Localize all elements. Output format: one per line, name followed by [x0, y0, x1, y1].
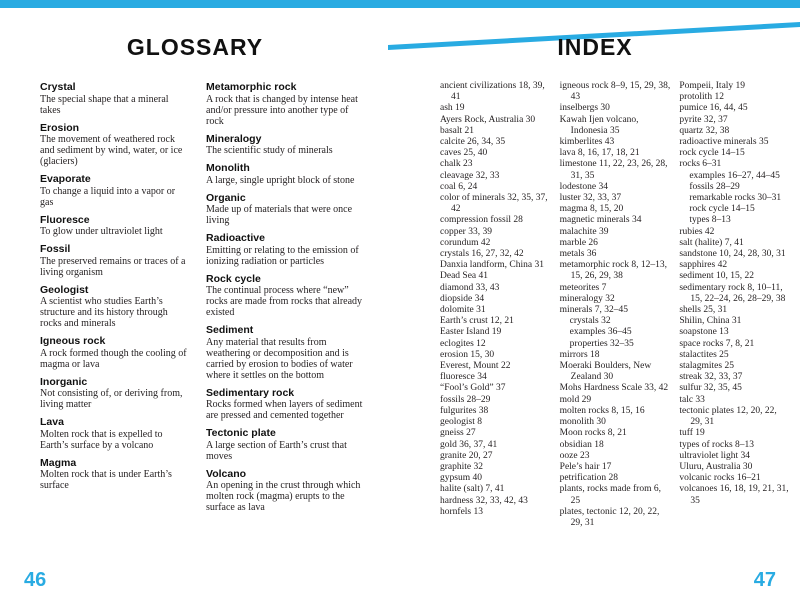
- glossary-term: Mineralogy: [206, 132, 262, 145]
- index-entry: kimberlites 43: [559, 137, 615, 148]
- index-entry: shells 25, 31: [679, 305, 728, 316]
- glossary-entry: [40, 122, 190, 168]
- index-entry: basalt 21: [440, 125, 475, 136]
- index-entry: igneous rock 8–9, 15, 29, 38, 43: [559, 81, 671, 103]
- index-entry: radioactive minerals 35: [679, 137, 769, 148]
- glossary-definition: A large section of Earth’s crust that moves: [206, 439, 347, 462]
- index-entry: corundum 42: [440, 237, 491, 248]
- index-entry: gold 36, 37, 41: [440, 439, 498, 450]
- index-entry: Ayers Rock, Australia 30: [440, 114, 536, 125]
- glossary-entry: [40, 243, 190, 278]
- index-entry: halite (salt) 7, 41: [440, 484, 505, 495]
- index-entry: Pele’s hair 17: [559, 461, 612, 472]
- index-entry: diopside 34: [440, 293, 485, 304]
- index-entry: malachite 39: [559, 226, 609, 237]
- index-entry: calcite 26, 34, 35: [440, 137, 506, 148]
- index-entry: pyrite 32, 37: [679, 114, 728, 125]
- index-entry: limestone 11, 22, 23, 26, 28, 31, 35: [559, 159, 668, 181]
- glossary-term: Monolith: [206, 162, 250, 174]
- index-entry: sandstone 10, 24, 28, 30, 31: [679, 249, 786, 260]
- glossary-entry: [206, 468, 365, 514]
- index-entry: Danxia landform, China 31: [440, 260, 544, 271]
- index-entry: tectonic plates 12, 20, 22, 29, 31: [679, 405, 777, 428]
- index-entry: caves 25, 40: [440, 148, 488, 159]
- index-entry: lodestone 34: [559, 181, 608, 192]
- index-entry: copper 33, 39: [440, 226, 492, 237]
- glossary-page: [0, 0, 390, 609]
- glossary-columns: [40, 81, 365, 519]
- index-entry: rubies 42: [679, 226, 715, 237]
- page-number-left: 46: [24, 569, 47, 591]
- index-entry: stalactites 25: [679, 349, 729, 360]
- glossary-definition: The scientific study of minerals: [206, 145, 333, 156]
- index-title: INDEX: [557, 34, 633, 60]
- glossary-title: GLOSSARY: [126, 34, 264, 60]
- glossary-definition: Emitting or relating to the emission of ionizing radiation or particles: [206, 244, 359, 267]
- glossary-term: Evaporate: [40, 173, 91, 185]
- index-entry: soapstone 13: [679, 327, 729, 338]
- index-entry: fulgurites 38: [440, 405, 489, 416]
- index-entry: plates, tectonic 12, 20, 22, 29, 31: [559, 506, 660, 528]
- index-entry: talc 33: [679, 394, 705, 405]
- index-entry: gypsum 40: [440, 473, 482, 484]
- glossary-definition: To glow under ultraviolet light: [40, 226, 163, 237]
- glossary-entry: [206, 162, 365, 186]
- index-entry: fossils 28–29: [689, 181, 740, 192]
- index-entry: mold 29: [559, 394, 592, 405]
- index-entry: luster 32, 33, 37: [559, 193, 622, 204]
- glossary-term: Igneous rock: [40, 335, 106, 347]
- glossary-entry: [40, 284, 190, 330]
- index-entry: sedimentary rock 8, 10–11, 15, 22–24, 26, 28–29, 38: [679, 282, 786, 304]
- page-number-right: 47: [753, 569, 776, 591]
- glossary-term: Inorganic: [40, 375, 88, 388]
- index-entry: sulfur 32, 35, 45: [679, 383, 742, 394]
- glossary-definition: To change a liquid into a vapor or gas: [40, 185, 176, 208]
- index-entry: ancient civilizations 18, 39, 41: [440, 81, 545, 103]
- index-entry: color of minerals 32, 35, 37, 42: [440, 193, 548, 215]
- glossary-term: Metamorphic rock: [206, 81, 297, 93]
- glossary-entry: [40, 81, 190, 116]
- index-entry: sapphires 42: [679, 260, 728, 271]
- glossary-term: Lava: [40, 416, 64, 428]
- glossary-entry: [206, 427, 365, 462]
- index-entry: volcanoes 16, 18, 19, 21, 31, 35: [679, 484, 789, 506]
- index-entry: dolomite 31: [440, 305, 486, 316]
- glossary-definition: Made up of materials that were once living: [206, 204, 353, 226]
- glossary-definition: A large, single upright block of stone: [206, 174, 355, 186]
- glossary-definition: A rock formed though the cooling of magma or lava: [40, 347, 187, 370]
- index-entry: gneiss 27: [440, 428, 476, 439]
- glossary-entry: [206, 273, 365, 319]
- index-entry: metamorphic rock 8, 12–13, 15, 26, 29, 38: [559, 260, 668, 282]
- glossary-definition: A scientist who studies Earth’s structure and its history through rocks and minerals: [40, 296, 168, 329]
- glossary-term: Erosion: [40, 121, 80, 134]
- index-entry: ash 19: [440, 103, 465, 114]
- glossary-entry: [40, 173, 190, 208]
- glossary-term: Organic: [206, 191, 246, 204]
- index-entry: rock cycle 14–15: [679, 148, 745, 159]
- index-entry: pumice 16, 44, 45: [679, 103, 748, 114]
- index-entry: Shilin, China 31: [679, 316, 742, 327]
- index-entry: types of rocks 8–13: [679, 439, 755, 450]
- glossary-definition: A rock that is changed by intense heat and/or pressure into another type of rock: [206, 93, 358, 127]
- glossary-column: [206, 81, 365, 519]
- index-entry: sediment 10, 15, 22: [679, 271, 755, 282]
- index-entry: quartz 32, 38: [679, 125, 730, 136]
- index-entry: hardness 32, 33, 42, 43: [440, 495, 528, 506]
- index-entry: inselbergs 30: [559, 103, 610, 114]
- index-entry: stalagmites 25: [679, 361, 734, 372]
- index-entry: ooze 23: [559, 450, 590, 461]
- index-entry: magma 8, 15, 20: [559, 204, 624, 215]
- glossary-entry: [40, 335, 190, 370]
- index-entry: petrification 28: [559, 473, 618, 484]
- index-entry: Everest, Mount 22: [440, 361, 511, 372]
- glossary-term: Fossil: [40, 243, 71, 255]
- index-entry: Moeraki Boulders, New Zealand 30: [559, 361, 652, 383]
- index-entry: obsidian 18: [559, 439, 604, 450]
- glossary-definition: Molten rock that is under Earth’s surface: [40, 469, 172, 491]
- glossary-entry: [40, 214, 190, 238]
- index-entry: streak 32, 33, 37: [679, 372, 743, 383]
- index-entry: Pompeii, Italy 19: [679, 81, 746, 91]
- index-entry: Uluru, Australia 30: [679, 461, 753, 472]
- index-entry: properties 32–35: [569, 338, 634, 349]
- glossary-term: Radioactive: [206, 232, 265, 244]
- index-entry: Mohs Hardness Scale 33, 42: [559, 383, 669, 394]
- index-entry: Dead Sea 41: [440, 271, 489, 282]
- glossary-column: [40, 81, 190, 519]
- glossary-term: Sediment: [206, 324, 254, 336]
- index-entry: minerals 7, 32–45: [559, 305, 629, 316]
- index-entry: hornfels 13: [440, 506, 484, 517]
- index-entry: meteorites 7: [559, 282, 607, 293]
- index-entry: tuff 19: [679, 428, 705, 439]
- index-entry: salt (halite) 7, 41: [679, 237, 744, 248]
- index-entry: compression fossil 28: [440, 215, 523, 226]
- index-entry: fossils 28–29: [440, 394, 491, 405]
- glossary-entry: [206, 81, 365, 127]
- index-entry: examples 16–27, 44–45: [689, 170, 780, 181]
- glossary-definition: Molten rock that is expelled to Earth’s surface by a volcano: [40, 428, 163, 451]
- index-entry: ultraviolet light 34: [679, 450, 751, 461]
- glossary-entry: [206, 232, 365, 267]
- glossary-entry: [40, 457, 190, 492]
- index-entry: crystals 16, 27, 32, 42: [440, 249, 524, 260]
- index-entry: mirrors 18: [559, 349, 600, 360]
- index-entry: Earth’s crust 12, 21: [440, 316, 514, 327]
- glossary-definition: An opening in the crust through which molten rock (magma) erupts to the surface as lava: [206, 480, 361, 513]
- glossary-definition: Not consisting of, or deriving from, living matter: [40, 388, 183, 410]
- index-entry: magnetic minerals 34: [559, 215, 642, 226]
- index-entry: lava 8, 16, 17, 18, 21: [559, 148, 640, 159]
- index-entry: diamond 33, 43: [440, 282, 500, 293]
- glossary-term: Fluoresce: [40, 213, 90, 226]
- glossary-entry: [206, 133, 365, 157]
- index-entry: coal 6, 24: [440, 181, 478, 192]
- glossary-definition: The continual process where “new” rocks are made from rocks that already existed: [206, 285, 363, 318]
- index-entry: mineralogy 32: [559, 293, 615, 304]
- index-entry: molten rocks 8, 15, 16: [559, 405, 645, 416]
- index-entry: Moon rocks 8, 21: [559, 428, 627, 439]
- glossary-definition: Rocks formed when layers of sediment are pressed and cemented together: [206, 399, 363, 421]
- index-entry: metals 36: [559, 249, 597, 260]
- index-entry: remarkable rocks 30–31: [689, 193, 782, 204]
- glossary-term: Crystal: [40, 81, 76, 93]
- index-column: [679, 81, 790, 529]
- glossary-term: Magma: [40, 456, 77, 469]
- index-entry: plants, rocks made from 6, 25: [559, 484, 661, 506]
- index-entry: erosion 15, 30: [440, 349, 495, 360]
- index-entry: cleavage 32, 33: [440, 170, 500, 181]
- glossary-entry: [40, 376, 190, 411]
- index-entry: marble 26: [559, 237, 598, 248]
- index-entry: rock cycle 14–15: [689, 204, 755, 215]
- glossary-entry: [206, 387, 365, 422]
- glossary-definition: The preserved remains or traces of a living organism: [40, 255, 186, 278]
- glossary-entry: [206, 324, 365, 381]
- index-entry: geologist 8: [440, 417, 482, 428]
- index-entry: volcanic rocks 16–21: [679, 473, 761, 484]
- glossary-definition: Any material that results from weathering or decomposition and is carried by erosion to bodies of water where it settles on the bottom: [206, 336, 353, 381]
- index-entry: types 8–13: [689, 215, 731, 226]
- index-entry: Easter Island 19: [440, 327, 502, 338]
- index-entry: graphite 32: [440, 461, 484, 472]
- glossary-term: Sedimentary rock: [206, 386, 295, 399]
- index-column: [440, 81, 551, 529]
- index-entry: granite 20, 27: [440, 450, 493, 461]
- index-entry: rocks 6–31: [679, 159, 722, 170]
- index-entry: “Fool’s Gold” 37: [440, 383, 506, 394]
- index-entry: examples 36–45: [569, 327, 632, 338]
- index-entry: fluoresce 34: [440, 372, 487, 383]
- glossary-definition: The movement of weathered rock and sediment by wind, water, or ice (glaciers): [40, 134, 183, 167]
- index-entry: Kawah Ijen volcano, Indonesia 35: [559, 114, 639, 136]
- glossary-term: Volcano: [206, 467, 247, 480]
- glossary-entry: [40, 416, 190, 451]
- glossary-definition: The special shape that a mineral takes: [40, 93, 169, 116]
- index-page: [390, 0, 800, 609]
- index-entry: crystals 32: [569, 316, 611, 327]
- index-entry: space rocks 7, 8, 21: [679, 338, 755, 349]
- index-column: [560, 81, 671, 529]
- index-columns: [440, 81, 790, 529]
- index-entry: eclogites 12: [440, 338, 486, 349]
- glossary-term: Tectonic plate: [206, 427, 276, 439]
- glossary-term: Rock cycle: [206, 272, 261, 285]
- index-entry: protolith 12: [679, 92, 724, 103]
- glossary-entry: [206, 192, 365, 227]
- glossary-term: Geologist: [40, 283, 89, 296]
- index-entry: monolith 30: [559, 417, 606, 428]
- index-entry: chalk 23: [440, 159, 473, 170]
